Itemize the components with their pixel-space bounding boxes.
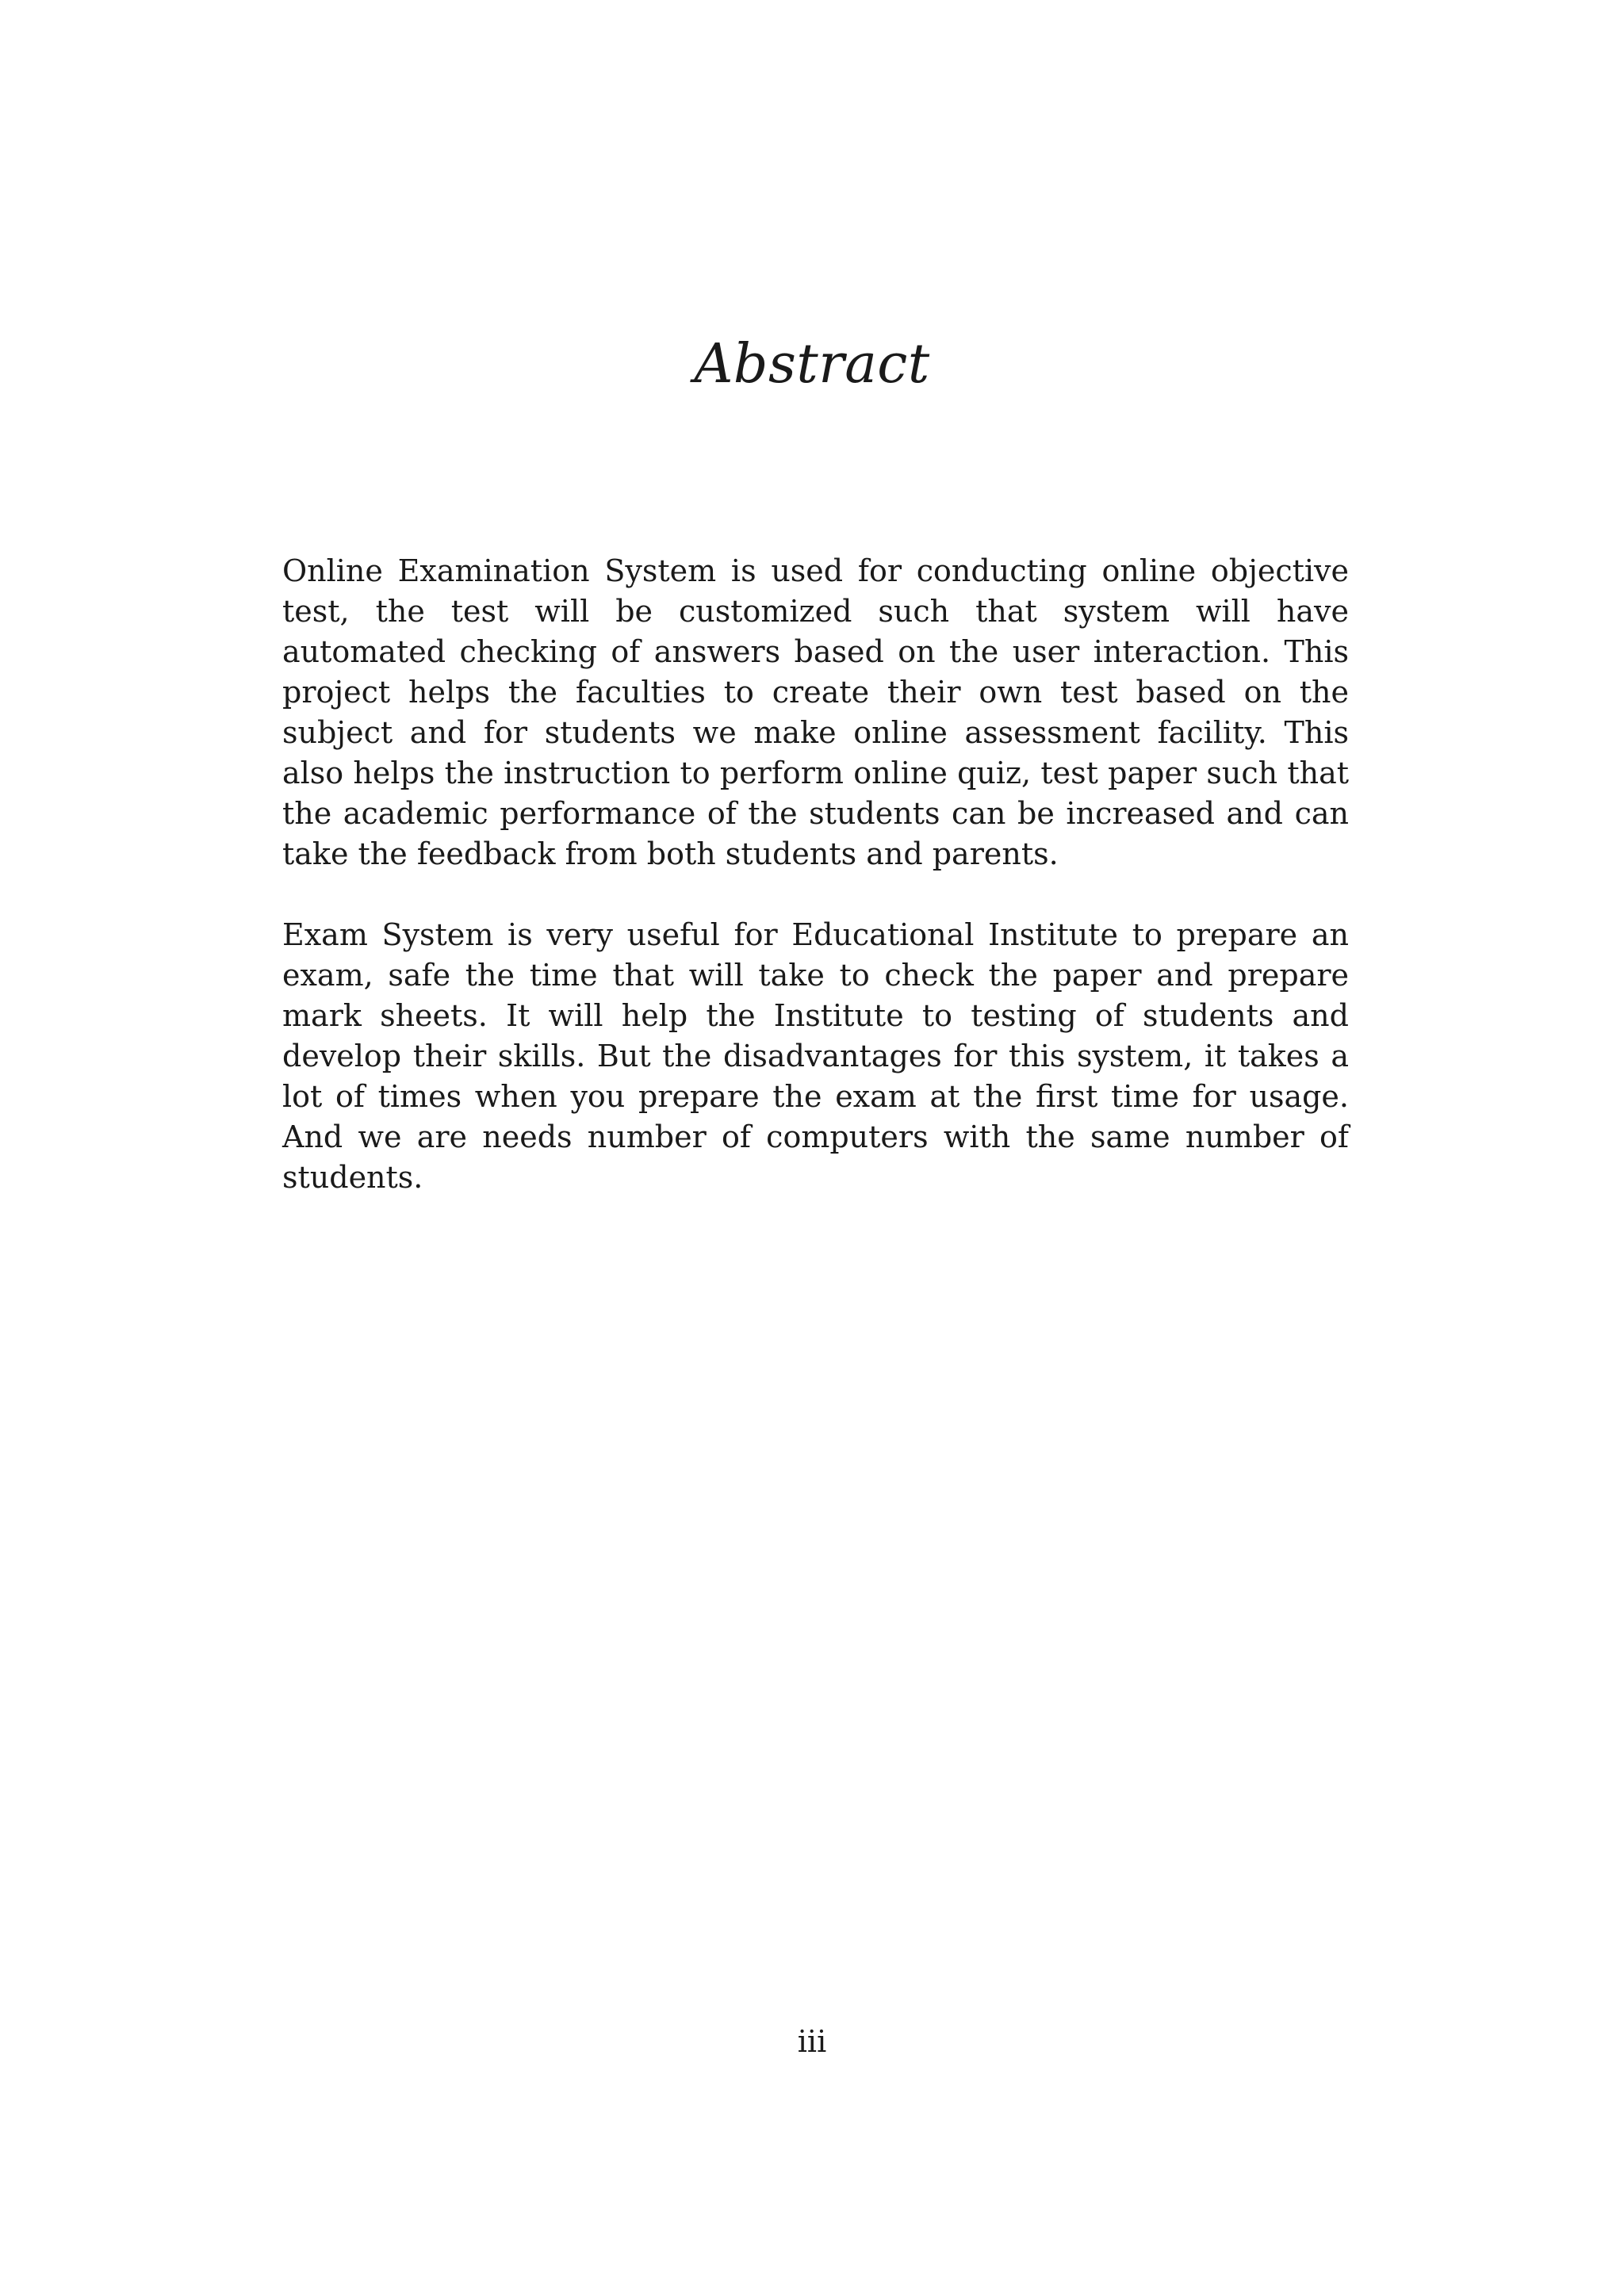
page-number: iii [797,2024,827,2059]
page-title: Abstract [694,333,930,396]
abstract-paragraph-1: Online Examination System is used for conducting online objective test, the test will be customized such that system will have automated checking of answers based on the user interaction. This project helps the faculties to create their own test based on the subject and for students we make online assessment facility. This also helps the instruction to perform online quiz, test paper such that the academic performance of the students can be increased and can take the feedback from both students and parents. [282,553,1349,871]
abstract-body [282,551,1349,1238]
abstract-paragraph-2: Exam System is very useful for Educational Institute to prepare an exam, safe the time that will take to check the paper and prepare mark sheets. It will help the Institute to testing of students and develop their skills. But the disadvantages for this system, it takes a lot of times when you prepare the exam at the first time for usage. And we are needs number of computers with the same number of students. [282,917,1349,1195]
